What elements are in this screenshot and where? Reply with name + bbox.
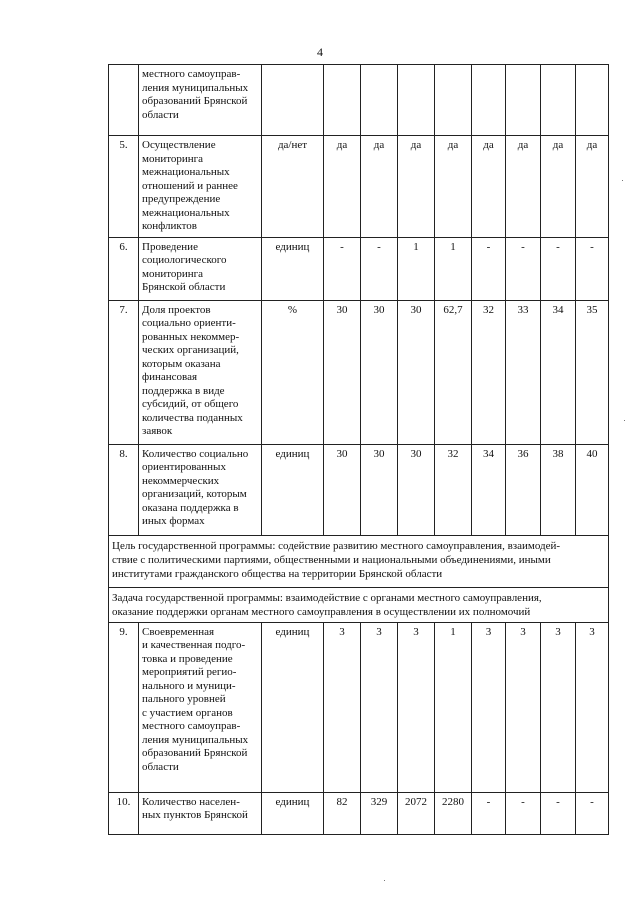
value-cell: 35 — [576, 300, 609, 444]
table-row — [109, 622, 609, 792]
value-cell: - — [576, 792, 609, 834]
value-cell: 38 — [541, 444, 576, 535]
scan-speck — [624, 420, 625, 421]
value-cell — [541, 65, 576, 136]
page-number: 4 — [317, 45, 323, 59]
table-row — [109, 136, 609, 238]
value-cell: 34 — [541, 300, 576, 444]
value-cell: 3 — [541, 622, 576, 792]
value-cell: да — [472, 136, 506, 238]
value-cell: 30 — [324, 444, 361, 535]
value-cell: - — [506, 792, 541, 834]
unit-cell — [262, 65, 324, 136]
value-cell: - — [361, 237, 398, 300]
value-cell: 62,7 — [435, 300, 472, 444]
value-cell — [506, 65, 541, 136]
section-row — [109, 535, 609, 587]
table-row — [109, 237, 609, 300]
value-cell: да — [541, 136, 576, 238]
value-cell: 32 — [472, 300, 506, 444]
table-row — [109, 65, 609, 136]
value-cell: 40 — [576, 444, 609, 535]
table-row — [109, 300, 609, 444]
value-cell: - — [472, 792, 506, 834]
value-cell: 3 — [472, 622, 506, 792]
value-cell: 3 — [324, 622, 361, 792]
value-cell — [576, 65, 609, 136]
section-heading: Задача государственной программы: взаимодействие с органами местного самоуправления, оказание поддержки органам местного самоуправления в осуществлении их полномочий — [109, 587, 609, 622]
value-cell: 1 — [398, 237, 435, 300]
value-cell: - — [541, 792, 576, 834]
value-cell — [361, 65, 398, 136]
value-cell: 2280 — [435, 792, 472, 834]
value-cell: да — [361, 136, 398, 238]
indicator-name: Количество социально ориентированных некоммерческих организаций, которым оказана поддержка в иных формах — [139, 444, 262, 535]
value-cell: 30 — [361, 444, 398, 535]
value-cell: - — [472, 237, 506, 300]
unit-cell: единиц — [262, 237, 324, 300]
table-row — [109, 444, 609, 535]
value-cell: да — [506, 136, 541, 238]
unit-cell: да/нет — [262, 136, 324, 238]
value-cell: да — [324, 136, 361, 238]
unit-cell: единиц — [262, 622, 324, 792]
row-number — [109, 65, 139, 136]
value-cell: - — [541, 237, 576, 300]
indicator-name: местного самоуправ- ления муниципальных образований Брянской области — [139, 65, 262, 136]
value-cell: 3 — [361, 622, 398, 792]
section-heading: Цель государственной программы: содействие развитию местного самоуправления, взаимодей- ствие с политическими партиями, общественными и национальными объединениями, иными институтами гражданского общества на территории Брянской области — [109, 535, 609, 587]
value-cell: 30 — [398, 444, 435, 535]
scan-speck — [384, 880, 385, 881]
indicator-name: Проведение социологического мониторинга Брянской области — [139, 237, 262, 300]
row-number: 9. — [109, 622, 139, 792]
value-cell: 82 — [324, 792, 361, 834]
value-cell — [398, 65, 435, 136]
indicator-name: Количество населен- ных пунктов Брянской — [139, 792, 262, 834]
value-cell: 3 — [576, 622, 609, 792]
value-cell: да — [435, 136, 472, 238]
value-cell: 2072 — [398, 792, 435, 834]
section-row — [109, 587, 609, 622]
value-cell: да — [576, 136, 609, 238]
indicators-table — [108, 64, 609, 835]
unit-cell: % — [262, 300, 324, 444]
value-cell: 329 — [361, 792, 398, 834]
value-cell: - — [506, 237, 541, 300]
value-cell: 32 — [435, 444, 472, 535]
value-cell: да — [398, 136, 435, 238]
value-cell: 3 — [398, 622, 435, 792]
unit-cell: единиц — [262, 792, 324, 834]
value-cell — [472, 65, 506, 136]
table-row — [109, 792, 609, 834]
value-cell: 36 — [506, 444, 541, 535]
row-number: 8. — [109, 444, 139, 535]
value-cell — [324, 65, 361, 136]
value-cell: 1 — [435, 622, 472, 792]
value-cell: 1 — [435, 237, 472, 300]
indicator-name: Своевременная и качественная подго- товка и проведение мероприятий регио- нального и муници- пального уровней с участием органов местного самоуправ- ления муниципальных образований Брянской области — [139, 622, 262, 792]
value-cell: - — [324, 237, 361, 300]
value-cell: 3 — [506, 622, 541, 792]
value-cell — [435, 65, 472, 136]
indicator-name: Осуществление мониторинга межнациональных отношений и раннее предупреждение межнациональных конфликтов — [139, 136, 262, 238]
indicator-name: Доля проектов социально ориенти- рованных некоммер- ческих организаций, которым оказана финансовая поддержка в виде субсидий, от общего количества поданных заявок — [139, 300, 262, 444]
row-number: 5. — [109, 136, 139, 238]
row-number: 10. — [109, 792, 139, 834]
scan-speck — [622, 180, 623, 181]
unit-cell: единиц — [262, 444, 324, 535]
value-cell: 30 — [361, 300, 398, 444]
row-number: 6. — [109, 237, 139, 300]
value-cell: 30 — [398, 300, 435, 444]
value-cell: 30 — [324, 300, 361, 444]
value-cell: 33 — [506, 300, 541, 444]
value-cell: - — [576, 237, 609, 300]
row-number: 7. — [109, 300, 139, 444]
value-cell: 34 — [472, 444, 506, 535]
